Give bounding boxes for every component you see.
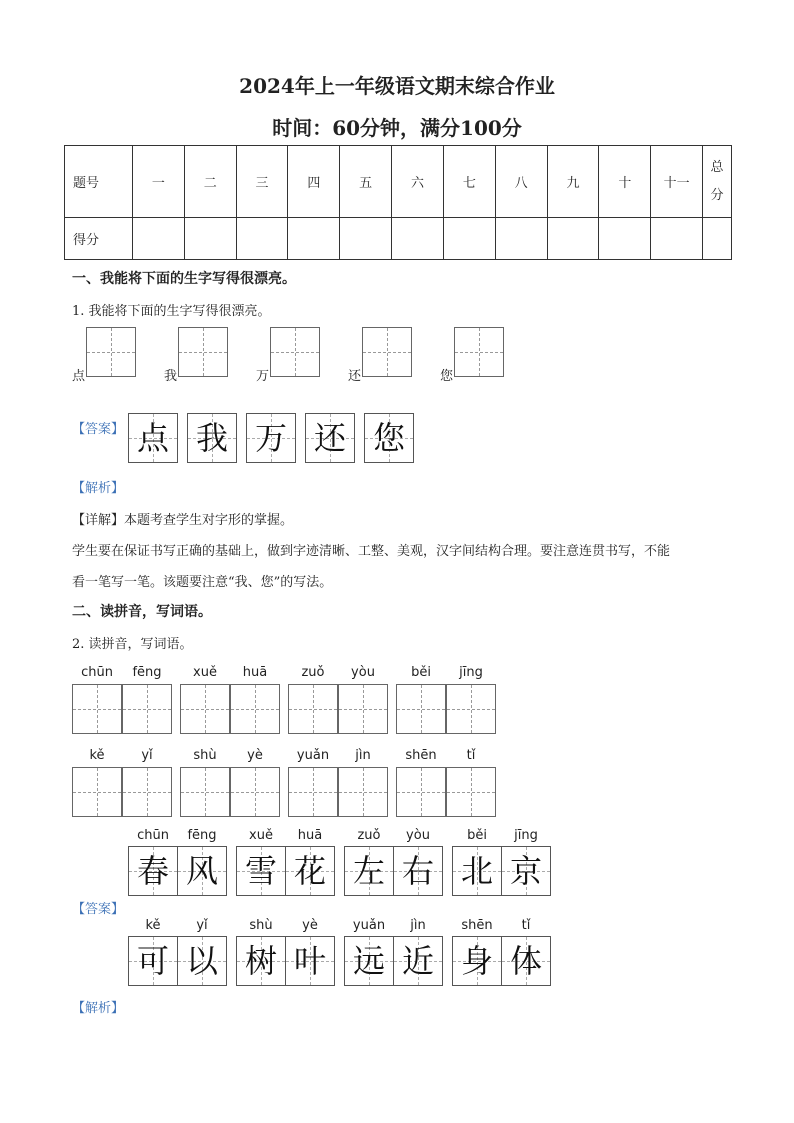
col-5: 五 (340, 146, 392, 218)
write-box-3[interactable] (270, 327, 320, 377)
section2-answer-tag: 【答案】 (72, 902, 125, 917)
answer-pinyin: běi (467, 828, 487, 843)
write-box[interactable] (338, 767, 388, 817)
write-box[interactable] (338, 684, 388, 734)
answer-char: 以 (177, 936, 227, 986)
pinyin: chūn (81, 665, 113, 680)
answer-pinyin: jìn (410, 918, 426, 933)
write-box[interactable] (288, 684, 338, 734)
col-3: 三 (236, 146, 288, 218)
answer-pinyin: yòu (406, 828, 430, 843)
answer-pinyin: yè (302, 918, 318, 933)
detail-line-2: 看一笔写一笔。该题要注意“我、您”的写法。 (72, 575, 333, 590)
write-box[interactable] (446, 767, 496, 817)
answer-pinyin: shēn (461, 918, 493, 933)
pinyin: xuě (193, 665, 217, 680)
answer-pinyin: kě (145, 918, 161, 933)
answer-pinyin: yǐ (196, 918, 208, 933)
detail-text: 【详解】本题考查学生对字形的掌握。 (72, 513, 294, 528)
answer-char-3: 万 (246, 413, 296, 463)
pinyin: fēng (132, 665, 162, 680)
write-box-2[interactable] (178, 327, 228, 377)
write-box[interactable] (180, 767, 230, 817)
write-box[interactable] (122, 684, 172, 734)
write-box[interactable] (396, 684, 446, 734)
score-table (64, 145, 732, 260)
pinyin: shēn (405, 748, 437, 763)
answer-char-5: 您 (364, 413, 414, 463)
score-cell[interactable] (184, 218, 236, 260)
col-8: 八 (495, 146, 547, 218)
score-cell[interactable] (392, 218, 444, 260)
col-total (703, 146, 732, 218)
section2-question: 2. 读拼音，写词语。 (72, 637, 193, 652)
answer-pinyin: huā (297, 828, 323, 843)
answer-pinyin: jīng (514, 828, 538, 843)
col-11: 十一 (651, 146, 703, 218)
answer-pinyin: xuě (249, 828, 273, 843)
answer-char: 右 (393, 846, 443, 896)
write-box[interactable] (446, 684, 496, 734)
write-box-1[interactable] (86, 327, 136, 377)
char-label-4: 还 (348, 369, 362, 384)
col-10: 十 (599, 146, 651, 218)
section2-analysis-tag: 【解析】 (72, 1001, 125, 1016)
pinyin: tǐ (466, 748, 476, 763)
pinyin: huā (242, 665, 268, 680)
char-label-3: 万 (256, 369, 270, 384)
section2-heading: 二、读拼音，写词语。 (72, 604, 212, 620)
answer-char: 左 (344, 846, 394, 896)
answer-pinyin: fēng (187, 828, 217, 843)
answer-pinyin: zuǒ (357, 828, 381, 843)
write-box[interactable] (180, 684, 230, 734)
write-box[interactable] (230, 684, 280, 734)
section1-heading: 一、我能将下面的生字写得很漂亮。 (72, 271, 296, 287)
pinyin: shù (193, 748, 217, 763)
section1-answer-tag: 【答案】 (72, 422, 125, 437)
char-label-2: 我 (164, 369, 178, 384)
answer-char: 花 (285, 846, 335, 896)
col-7: 七 (443, 146, 495, 218)
write-box-5[interactable] (454, 327, 504, 377)
answer-char: 身 (452, 936, 502, 986)
answer-char: 远 (344, 936, 394, 986)
answer-pinyin: yuǎn (352, 918, 386, 933)
score-cell[interactable] (651, 218, 703, 260)
answer-char-1: 点 (128, 413, 178, 463)
answer-char: 近 (393, 936, 443, 986)
answer-char-2: 我 (187, 413, 237, 463)
write-box[interactable] (122, 767, 172, 817)
score-cell[interactable] (547, 218, 599, 260)
score-cell[interactable] (495, 218, 547, 260)
col-4: 四 (288, 146, 340, 218)
answer-char-4: 还 (305, 413, 355, 463)
pinyin: jīng (459, 665, 483, 680)
page-title: 2024年上一年级语文期末综合作业 (239, 74, 555, 98)
score-cell[interactable] (340, 218, 392, 260)
score-cell[interactable] (288, 218, 340, 260)
char-label-5: 您 (440, 369, 454, 384)
answer-char: 京 (501, 846, 551, 896)
char-label-1: 点 (72, 369, 86, 384)
answer-char: 树 (236, 936, 286, 986)
detail-line-1: 学生要在保证书写正确的基础上，做到字迹清晰、工整、美观，汉字间结构合理。要注意连贯书写，不能 (72, 544, 671, 559)
page-subtitle: 时间：60分钟，满分100分 (272, 116, 522, 140)
answer-char: 体 (501, 936, 551, 986)
pinyin: yòu (351, 665, 375, 680)
section1-question: 1. 我能将下面的生字写得很漂亮。 (72, 304, 271, 319)
answer-pinyin: tǐ (521, 918, 531, 933)
write-box[interactable] (72, 684, 122, 734)
score-cell[interactable] (443, 218, 495, 260)
pinyin: zuǒ (301, 665, 325, 680)
answer-char: 可 (128, 936, 178, 986)
section1-analysis-tag: 【解析】 (72, 481, 125, 496)
write-box[interactable] (230, 767, 280, 817)
score-label: 得分 (65, 218, 133, 260)
score-cell[interactable] (703, 218, 732, 260)
answer-char: 春 (128, 846, 178, 896)
write-box[interactable] (72, 767, 122, 817)
score-cell[interactable] (132, 218, 184, 260)
pinyin: yè (247, 748, 263, 763)
answer-pinyin: shù (249, 918, 273, 933)
total-bottom: 分 (710, 187, 724, 203)
pinyin: běi (411, 665, 431, 680)
col-6: 六 (392, 146, 444, 218)
total-top: 总 (710, 159, 724, 175)
score-cell[interactable] (236, 218, 288, 260)
answer-char: 叶 (285, 936, 335, 986)
pinyin: jìn (355, 748, 371, 763)
answer-pinyin: chūn (137, 828, 169, 843)
answer-char: 风 (177, 846, 227, 896)
col-2: 二 (184, 146, 236, 218)
question-number-label: 题号 (65, 146, 133, 218)
score-cell[interactable] (599, 218, 651, 260)
col-1: 一 (132, 146, 184, 218)
pinyin: kě (89, 748, 105, 763)
pinyin: yuǎn (296, 748, 330, 763)
answer-char: 雪 (236, 846, 286, 896)
write-box-4[interactable] (362, 327, 412, 377)
col-9: 九 (547, 146, 599, 218)
pinyin: yǐ (141, 748, 153, 763)
write-box[interactable] (396, 767, 446, 817)
write-box[interactable] (288, 767, 338, 817)
answer-char: 北 (452, 846, 502, 896)
